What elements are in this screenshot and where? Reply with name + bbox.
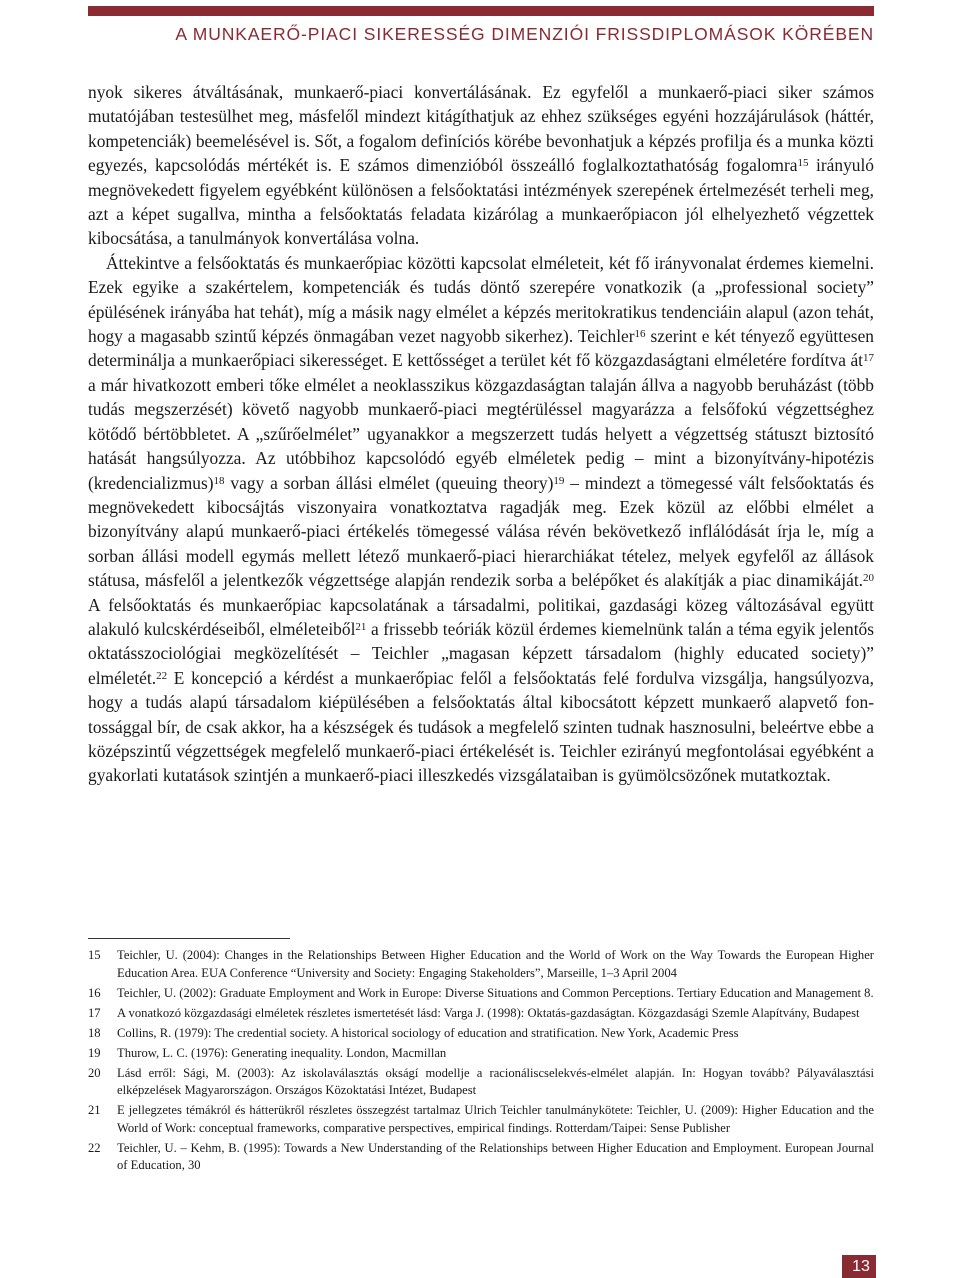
footnote-15 bbox=[88, 947, 874, 982]
footnote-16 bbox=[88, 985, 874, 1003]
footnote-17 bbox=[88, 1005, 874, 1023]
footnote-19 bbox=[88, 1045, 874, 1063]
footnote-ref-18: 18 bbox=[213, 474, 225, 487]
footnote-number: 21 bbox=[88, 1103, 101, 1118]
footnote-number: 20 bbox=[88, 1065, 101, 1080]
footnote-number: 19 bbox=[88, 1045, 101, 1060]
footnote-text: Lásd erről: Sági, M. (2003): Az iskolaválasztás okságí modellje a racionáliscselekvés-elmélet alapján. In: Hogyan tovább? Pályaválasztási elképzelések Magyarországon. Országos Közoktatási Intézet, Budapest bbox=[117, 1065, 874, 1098]
footnote-text: Collins, R. (1979): The credential society. A historical sociology of education and stratification. New York, Academic Press bbox=[117, 1025, 739, 1040]
footnote-number: 16 bbox=[88, 985, 101, 1000]
footnote-number: 18 bbox=[88, 1025, 101, 1040]
footnote-22 bbox=[88, 1140, 874, 1175]
footnote-ref-22: 22 bbox=[156, 669, 168, 682]
footnote-number: 22 bbox=[88, 1140, 101, 1155]
footnote-ref-20: 20 bbox=[863, 572, 874, 585]
footnote-divider bbox=[88, 938, 290, 939]
footnote-ref-17: 17 bbox=[863, 352, 874, 365]
footnote-text: Teichler, U. (2004): Changes in the Relationships Between Higher Education and the World of Work on the Way Towards the European Higher Education Area. EUA Conference “University and Society: Engaging Stakeholders”, Marseille, 1–3 April 2004 bbox=[117, 948, 874, 980]
footnote-20 bbox=[88, 1065, 874, 1100]
footnote-ref-16: 16 bbox=[634, 328, 646, 341]
header-color-bar bbox=[88, 6, 874, 16]
main-text bbox=[88, 80, 874, 788]
footnote-ref-15: 15 bbox=[797, 157, 809, 170]
footnote-number: 15 bbox=[88, 948, 101, 962]
footnote-text: A vonatkozó közgazdasági elméletek részletes ismertetését lásd: Varga J. (1998): Oktatás-gazdaságtan. Közgazdasági Szemle Alapítvány, Budapest bbox=[117, 1005, 860, 1020]
footnote-text: Thurow, L. C. (1976): Generating inequality. London, Macmillan bbox=[117, 1045, 447, 1060]
running-header: A MUNKAERŐ-PIACI SIKERESSÉG DIMENZIÓI FRISSDIPLOMÁSOK KÖRÉBEN bbox=[175, 24, 874, 44]
footnote-21 bbox=[88, 1102, 874, 1137]
paragraph-1: nyok sikeres átváltásának, munkaerő-piaci konvertálásának. Ez egyfelől a munkaerő-piaci siker számos mutatójában testesülhet meg, másfelől mindezt kitágíthatjuk az ehhez szükséges egyéni hozzájárulások (háttér, kompetenciák) beemelésével is. Sőt, a fogalom definíciós körébe bevonhatjuk a képzés profilja és a munka közti egyezés, kapcsolódás mértékét is. E számos dimenzióból összeálló foglalkoztathatóság fogalomra$^{15}$ irányuló megnövekedett figyelem egyébként különösen a felsőoktatási intézmények szerepének értelmezését terheli meg, azt a képet sugallva, mintha a felsőoktatás feladata kizárólag a munkaerőpiacon jól elhelyezhető végzettek kibocsátása, a tanulmányok konvertálása volna. bbox=[88, 82, 874, 249]
footnote-18 bbox=[88, 1025, 874, 1043]
footnote-text: E jellegzetes témákról és hátterükről részletes összegzést tartalmaz Ulrich Teichler tanulmánykötete: Teichler, U. (2009): Higher Education and the World of Work: conceptual frameworks, comparative perspectives, empirical findings. Rotterdam/Taipei: Sense Publisher bbox=[117, 1103, 874, 1135]
footnote-ref-21: 21 bbox=[355, 620, 367, 633]
footnote-ref-19: 19 bbox=[553, 474, 565, 487]
footnote-number: 17 bbox=[88, 1005, 101, 1020]
footnotes bbox=[88, 947, 874, 1177]
page-number: 13 bbox=[852, 1258, 870, 1275]
paragraph-2: Áttekintve a felsőoktatás és munkaerőpiac közötti kapcsolat elméleteit, két fő irányvonalat érdemes kiemelni. Ezek egyike a szakértelem, kompetenciák és tudás döntő szerepére vonatkozik (a „professional society” épülésének irányába hat tehát), míg a másik nagy elmélet a képzés meritokratikus tendenciáin alapul (azon tehát, hogy a magasabb szintű képzés önmagában vezet nagyobb sikerhez). Teichler$^{16}$ szerint e két tényező együttesen determinálja a munkaerőpiaci sikerességet. E kettősséget a terület két fő közgazdaságtani elméletére fordítva $át^{17}$ a már hivatkozott emberi tőke elmélet a neoklasszikus közgazdaságtan talaján állva a nagyobb beruházást (több tudás megszerzését) követő nagyobb munkaerő-piaci megtérüléssel magyarázza a felsőfokú végzettséghez kötődő bértöbbletet. A „szűrőelmélet” ugyanakkor a megszerzett tudás helyett a végzettség státuszt biztosító hatását hangsúlyozza. Az utóbbihoz kapcsolódó egyéb elméletek pedig – mint a bizonyítvány-hipotézis (kredencializmus)$^{18}$ vagy a sorban állási elmélet (queuing theory)$^{19}$ – mindezt a tömegessé vált felsőoktatás és megnövekedett kibocsájtás viszonyaira vonatkoztatva ragadják meg. Ezek közül az előbbi elmélet a bizonyítvány alapú munkaerő-piaci értékelés tömegessé válása révén bekövetkező inflálódását írja le, míg a sorban állási modell egymás mellett létező munkaerő-piaci hierarchiákat tételez, melyek egyfelől az állások státusa, másfelől a jelentkezők végzettsége alapján rendezik sorba a belépőket és alakítják a piac dinamikáját.$^{20}$ A felsőoktatás és munkaerőpiac kapcsolatának a társadalmi, politikai, gazdasági közeg változásával együtt alakuló kulcskérdéseiből, elméleteiből$^{21}$ a frissebb teóriák közül érdemes kiemelnünk talán a téma egyik jelentős oktatásszociológiai megközelítését – Teichler „magasan képzett társadalom (highly educated society)” elméletét.$^{22}$ E koncepció a kérdést a munkaerőpiac felől a felsőoktatás felé fordulva vizsgálja, hangsúlyozva, hogy a tudás alapú társadalom kiépülésében a felsőoktatás által kibocsátott képzett munkaerő alapvető fontossággal bír, de csak akkor, ha a készségek és tudások a megfelelő szinten tudnak hasznosulni, beleértve ebbe a középszintű végzettségek megfelelő munkaerő-piaci értékelését is. Teichler ezirányú megfontolásai egyébként a gyakorlati kutatások szintjén a munkaerő-piaci illeszkedés vizsgálataiban is gyümölcsözőnek mutatkoztak. bbox=[88, 252, 874, 786]
footnote-text: Teichler, U. (2002): Graduate Employment and Work in Europe: Diverse Situations and Common Perceptions. Tertiary Education and Management 8. bbox=[117, 985, 874, 1000]
footnote-text: Teichler, U. – Kehm, B. (1995): Towards a New Understanding of the Relationships between Higher Education and Employment. European Journal of Education, 30 bbox=[117, 1140, 874, 1173]
